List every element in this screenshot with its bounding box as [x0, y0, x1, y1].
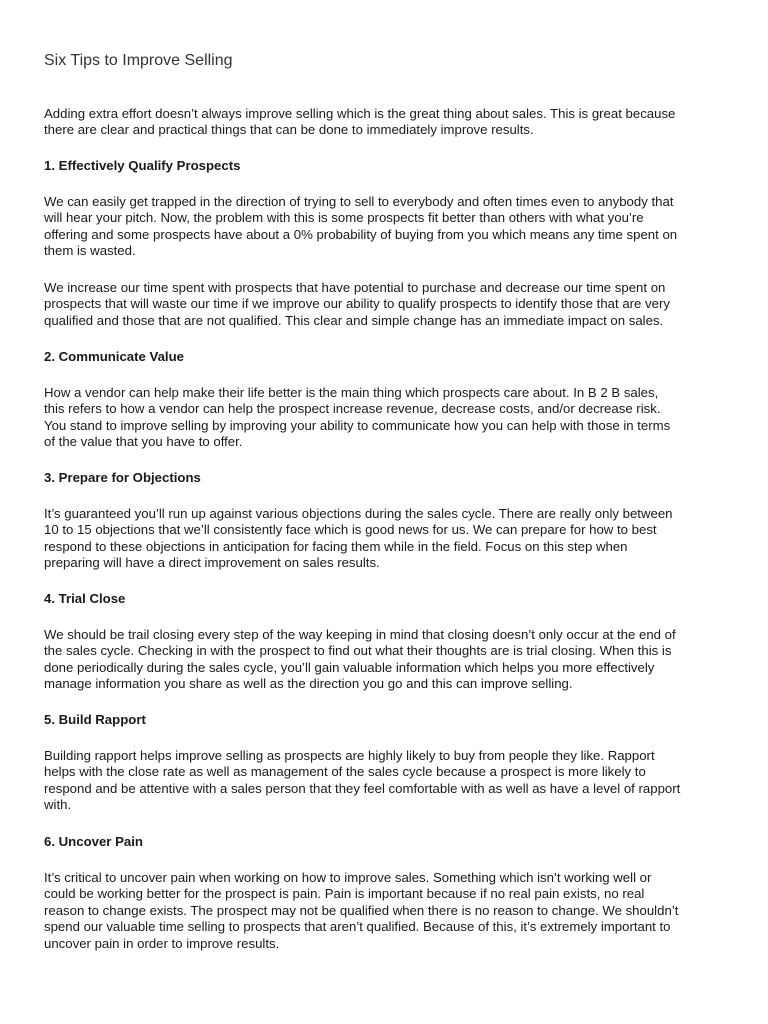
- text-line: of the value that you have to offer.: [44, 434, 243, 450]
- text-line: manage information you share as well as the direction you go and this can improve selling.: [44, 676, 573, 692]
- section-heading: 2. Communicate Value: [44, 349, 184, 364]
- section-paragraph: [44, 385, 734, 451]
- text-line: spend our valuable time selling to prospects that aren’t qualified. Because of this, it’s extremely important to: [44, 919, 671, 935]
- text-line: them is wasted.: [44, 243, 136, 259]
- text-line: How a vendor can help make their life better is the main thing which prospects care about. In B 2 B sales,: [44, 385, 659, 400]
- text-line: We increase our time spent with prospects that have potential to purchase and decrease our time spent on: [44, 280, 666, 295]
- text-line: We should be trail closing every step of the way keeping in mind that closing doesn’t only occur at the end of: [44, 627, 676, 642]
- section-heading: 1. Effectively Qualify Prospects: [44, 158, 241, 173]
- text-line: respond and be attentive with a sales person that they feel comfortable with as well as have a level of rapport: [44, 780, 681, 796]
- document-title: Six Tips to Improve Selling: [44, 52, 233, 69]
- text-line: respond to these objections in anticipation for facing them while in the field. Focus on this step when: [44, 538, 628, 554]
- text-line: prospects that will waste our time if we improve our ability to qualify prospects to identify those that are very: [44, 296, 670, 312]
- section-paragraph: [44, 194, 734, 260]
- text-line: helps with the close rate as well as management of the sales cycle because a prospect is more likely to: [44, 764, 646, 780]
- text-line: the sales cycle. Checking in with the prospect to find out what their thoughts are is trial closing. When this is: [44, 643, 672, 659]
- text-line: uncover pain in order to improve results.: [44, 935, 280, 951]
- text-line: with.: [44, 797, 72, 813]
- section-heading: 6. Uncover Pain: [44, 834, 143, 849]
- text-line: preparing will have a direct improvement on sales results.: [44, 555, 380, 571]
- text-line: could be working better for the prospect is pain. Pain is important because if no real pain exists, no real: [44, 886, 645, 902]
- section-heading: 5. Build Rapport: [44, 712, 146, 727]
- text-line: 10 to 15 objections that we’ll consistently face which is good news for us. We can prepare for how to best: [44, 522, 657, 538]
- section-heading: 3. Prepare for Objections: [44, 470, 201, 485]
- section-paragraph: [44, 506, 734, 572]
- section-paragraph: [44, 627, 734, 693]
- text-line: done periodically during the sales cycle, you’ll gain valuable information which helps you more effectively: [44, 659, 655, 675]
- section-paragraph: [44, 870, 734, 952]
- section-paragraph: [44, 280, 734, 329]
- text-line: Adding extra effort doesn’t always improve selling which is the great thing about sales. This is great because: [44, 106, 676, 121]
- text-line: You stand to improve selling by improving your ability to communicate how you can help with those in terms: [44, 417, 671, 433]
- text-line: qualified and those that are not qualified. This clear and simple change has an immediate impact on sales.: [44, 312, 664, 328]
- text-line: Building rapport helps improve selling as prospects are highly likely to buy from people they like. Rapport: [44, 748, 655, 763]
- text-line: offering and some prospects have about a 0% probability of buying from you which means any time spent on: [44, 226, 678, 242]
- text-line: this refers to how a vendor can help the prospect increase revenue, decrease costs, and/or decrease risk.: [44, 401, 661, 417]
- section-paragraph: [44, 748, 734, 814]
- text-line: reason to change exists. The prospect may not be qualified when there is no reason to change. We shouldn’t: [44, 902, 679, 918]
- intro-paragraph: [44, 106, 734, 139]
- text-line: there are clear and practical things that can be done to immediately improve results.: [44, 122, 534, 138]
- text-line: It’s guaranteed you’ll run up against various objections during the sales cycle. There are really only between: [44, 506, 673, 521]
- section-heading: 4. Trial Close: [44, 591, 126, 606]
- text-line: It’s critical to uncover pain when working on how to improve sales. Something which isn’t working well or: [44, 870, 652, 885]
- text-line: We can easily get trapped in the direction of trying to sell to everybody and often times even to anybody that: [44, 194, 674, 209]
- text-line: will hear your pitch. Now, the problem with this is some prospects fit better than others with what you’re: [44, 210, 644, 226]
